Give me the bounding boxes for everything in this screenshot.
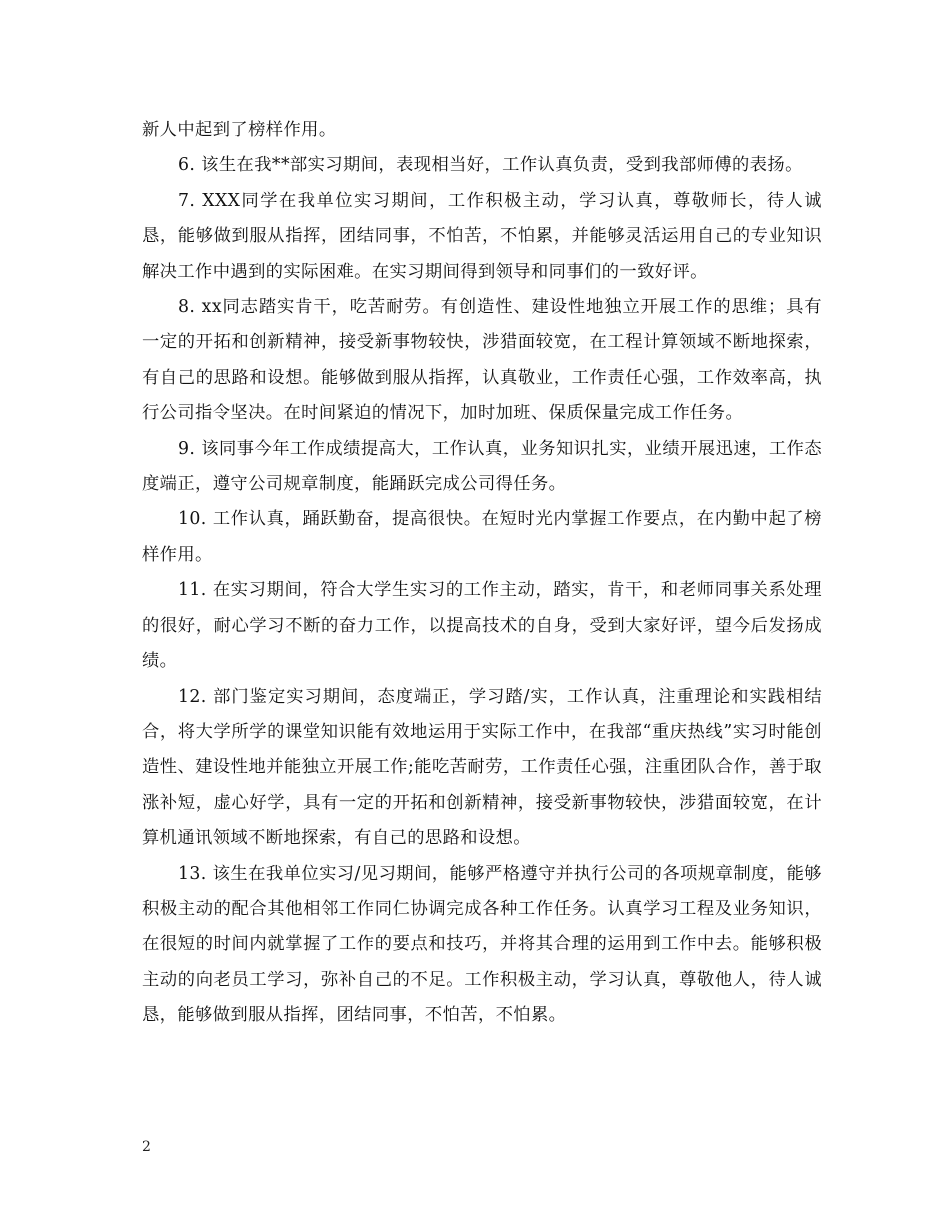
paragraph-item-8: 8. xx同志踏实肯干，吃苦耐劳。有创造性、建设性地独立开展工作的思维；具有一定的开拓和创新精神，接受新事物较快，涉猎面较宽，在工程计算领域不断地探索，有自己的思路和设想。能够做到服从指挥，认真敬业，工作责任心强，工作效率高，执行公司指令坚决。在时间紧迫的情况下，加时加班、保质保量完成工作任务。 bbox=[142, 297, 822, 424]
paragraph-item-12: 12. 部门鉴定实习期间，态度端正，学习踏/实，工作认真，注重理论和实践相结合，将大学所学的课堂知识能有效地运用于实际工作中，在我部“重庆热线”实习时能创造性、建设性地并能独立开展工作;能吃苦耐劳，工作责任心强，注重团队合作，善于取涨补短，虚心好学，具有一定的开拓和创新精神，接受新事物较快，涉猎面较宽，在计算机通讯领域不断地探索，有自己的思路和设想。 bbox=[142, 686, 822, 849]
paragraph-item-7: 7. XXX同学在我单位实习期间，工作积极主动，学习认真，尊敬师长，待人诚恳，能够做到服从指挥，团结同事，不怕苦，不怕累，并能够灵活运用自己的专业知识解决工作中遇到的实际困难。在实习期间得到领导和同事们的一致好评。 bbox=[142, 190, 822, 282]
paragraph-continuation: 新人中起到了榜样作用。 bbox=[142, 120, 337, 140]
paragraph-item-6: 6. 该生在我**部实习期间，表现相当好，工作认真负责，受到我部师傅的表扬。 bbox=[178, 155, 803, 176]
paragraph-item-11: 11. 在实习期间，符合大学生实习的工作主动，踏实，肯干，和老师同事关系处理的很好，耐心学习不断的奋力工作，以提高技术的自身，受到大家好评，望今后发扬成绩。 bbox=[142, 580, 822, 672]
page-number: 2 bbox=[142, 1139, 151, 1155]
paragraph-item-10: 10. 工作认真，踊跃勤奋，提高很快。在短时光内掌握工作要点，在内勤中起了榜样作用。 bbox=[142, 509, 822, 565]
paragraph-item-9: 9. 该同事今年工作成绩提高大，工作认真，业务知识扎实，业绩开展迅速，工作态度端正，遵守公司规章制度，能踊跃完成公司得任务。 bbox=[142, 438, 822, 495]
paragraph-item-13: 13. 该生在我单位实习/见习期间，能够严格遵守并执行公司的各项规章制度，能够积极主动的配合其他相邻工作同仁协调完成各种工作任务。认真学习工程及业务知识，在很短的时间内就掌握了工作的要点和技巧，并将其合理的运用到工作中去。能够积极主动的向老员工学习，弥补自己的不足。工作积极主动，学习认真，尊敬他人，待人诚恳，能够做到服从指挥，团结同事，不怕苦，不怕累。 bbox=[142, 863, 822, 1026]
document-body bbox=[142, 113, 822, 1034]
